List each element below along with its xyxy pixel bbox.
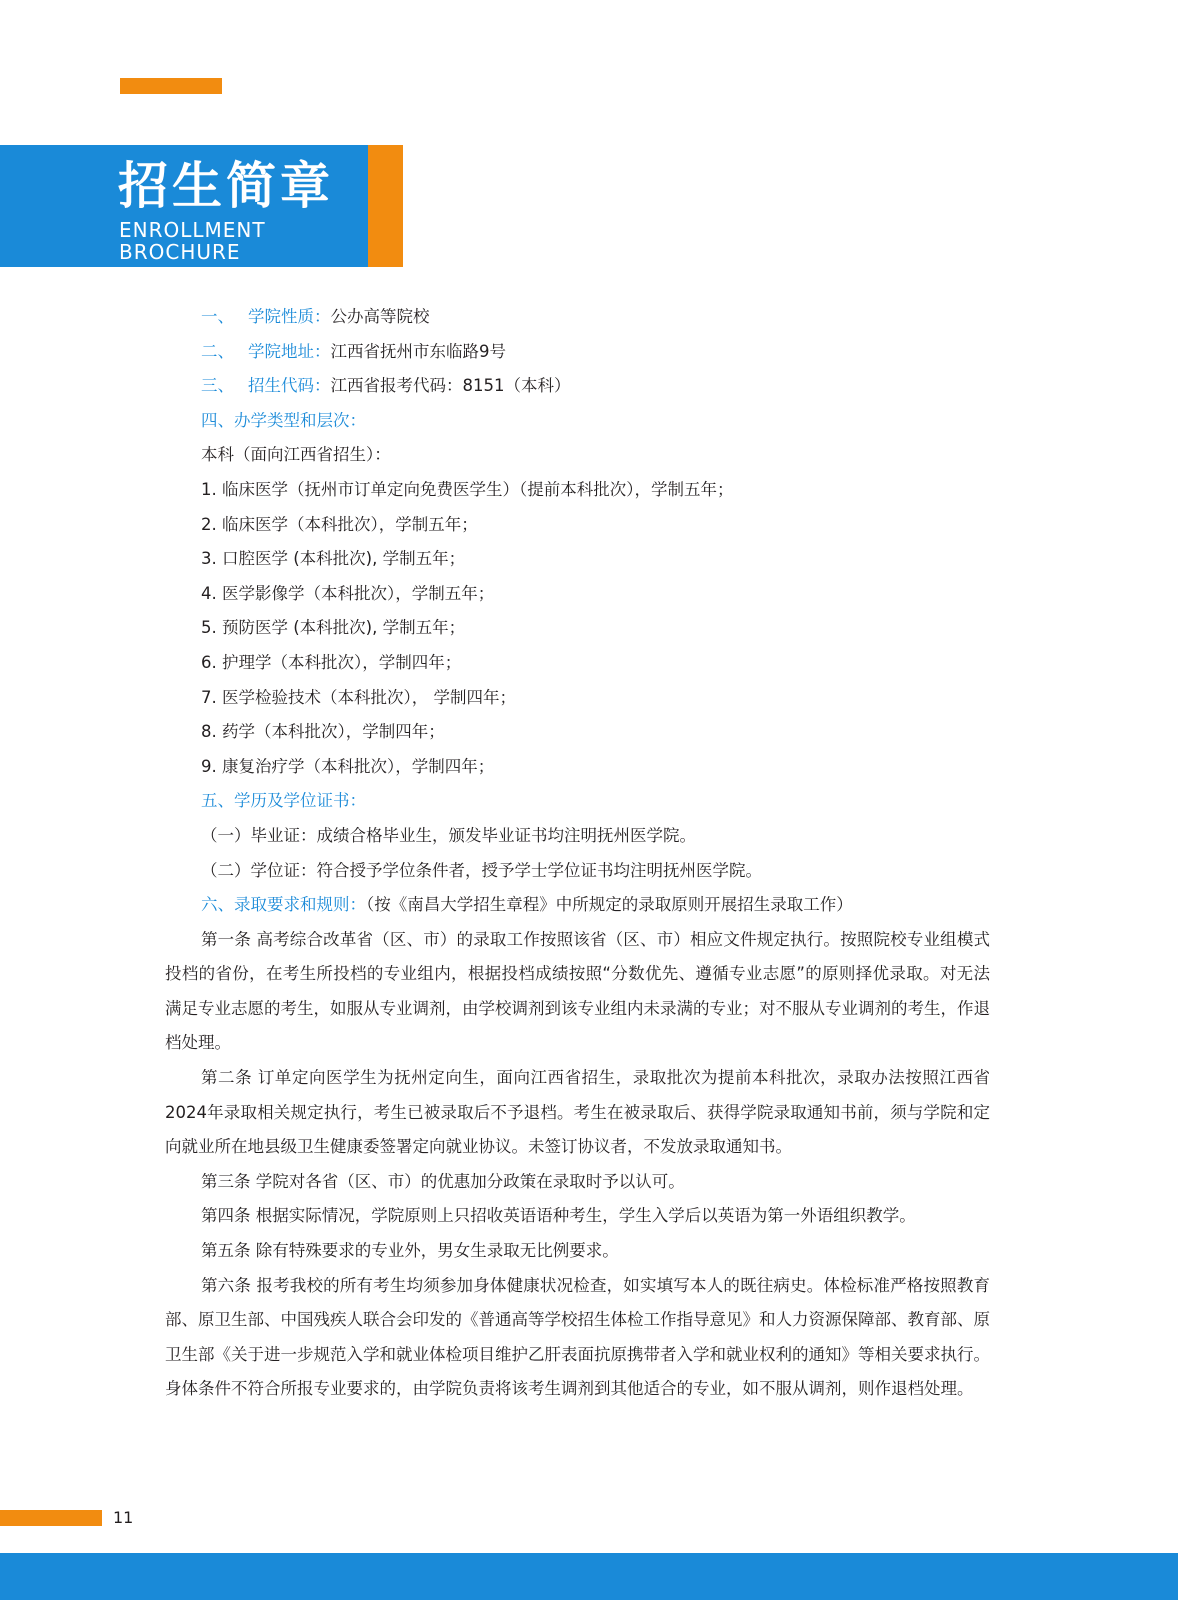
section-2-label: 学院地址： xyxy=(248,341,331,361)
section-3-number: 三、 xyxy=(201,376,234,396)
section-1-number: 一、 xyxy=(201,307,234,326)
section-2-number: 二、 xyxy=(201,341,234,361)
admission-article: 第六条 报考我校的所有考生均须参加身体健康状况检查，如实填写本人的既往病史。体检标准严格按照教育部、原卫生部、中国残疾人联合会印发的《普通高等学校招生体检工作指导意见》和人力资源保障部、教育部、原卫生部《关于进一步规范入学和就业体检项目维护乙肝表面抗原携带者入学和就业权利的通知》等相关要求执行。身体条件不符合所报专业要求的，由学院负责将该考生调剂到其他适合的专业，如不服从调剂，则作退档处理。 xyxy=(165,1275,990,1399)
admission-article: 第五条 除有特殊要求的专业外，男女生录取无比例要求。 xyxy=(201,1241,619,1261)
section-5-heading: 五、学历及学位证书： xyxy=(201,791,366,811)
program-item: 7. 医学检验技术（本科批次）， 学制四年； xyxy=(201,687,516,707)
section-6-note: （按《南昌大学招生章程》中所规定的录取原则开展招生录取工作） xyxy=(366,895,853,915)
section-6-heading xyxy=(165,888,990,923)
page-number: 11 xyxy=(113,1508,134,1527)
program-item: 2. 临床医学（本科批次），学制五年； xyxy=(201,514,478,534)
subtitle-line-1: ENROLLMENT xyxy=(119,218,266,242)
section-1 xyxy=(165,300,990,335)
program-item: 4. 医学影像学（本科批次），学制五年； xyxy=(201,583,495,603)
top-accent-bar xyxy=(120,78,222,94)
admission-article: 第二条 订单定向医学生为抚州定向生，面向江西省招生，录取批次为提前本科批次，录取办法按照江西省2024年录取相关规定执行，考生已被录取后不予退档。考生在被录取后、获得学院录取通知书前，须与学院和定向就业所在地县级卫生健康委签署定向就业协议。未签订协议者，不发放录取通知书。 xyxy=(165,1068,990,1157)
admission-article: 第三条 学院对各省（区、市）的优惠加分政策在录取时予以认可。 xyxy=(201,1171,685,1191)
section-2 xyxy=(165,335,990,370)
bottom-band xyxy=(0,1553,1178,1600)
certificate-item: （二）学位证：符合授予学位条件者，授予学士学位证书均注明抚州医学院。 xyxy=(201,860,762,880)
program-item: 6. 护理学（本科批次），学制四年； xyxy=(201,652,462,672)
admission-article: 第四条 根据实际情况，学院原则上只招收英语语种考生，学生入学后以英语为第一外语组织教学。 xyxy=(201,1206,916,1226)
program-item: 5. 预防医学 (本科批次), 学制五年； xyxy=(201,618,466,638)
program-item: 8. 药学（本科批次），学制四年； xyxy=(201,722,445,742)
program-item: 9. 康复治疗学（本科批次），学制四年； xyxy=(201,756,495,776)
subtitle-line-2: BROCHURE xyxy=(119,240,241,264)
section-3-value: 江西省报考代码：8151（本科） xyxy=(330,376,571,396)
section-3 xyxy=(165,369,990,404)
program-item: 3. 口腔医学 (本科批次), 学制五年； xyxy=(201,549,466,569)
section-2-value: 江西省抚州市东临路9号 xyxy=(330,341,506,361)
section-4-heading: 四、办学类型和层次： xyxy=(201,410,366,430)
section-6-title: 六、录取要求和规则： xyxy=(201,895,366,915)
section-1-value: 公办高等院校 xyxy=(330,307,430,326)
page-title: 招生简章 xyxy=(118,157,334,215)
page-subtitle xyxy=(119,219,266,263)
section-1-label: 学院性质： xyxy=(248,307,331,326)
program-item: 1. 临床医学（抚州市订单定向免费医学生）（提前本科批次），学制五年； xyxy=(201,479,734,499)
brochure-content xyxy=(165,300,990,1407)
footer-accent-bar xyxy=(0,1510,102,1526)
section-4-subheading: 本科（面向江西省招生）： xyxy=(201,445,391,465)
certificate-item: （一）毕业证：成绩合格毕业生，颁发毕业证书均注明抚州医学院。 xyxy=(201,825,696,845)
admission-article: 第一条 高考综合改革省（区、市）的录取工作按照该省（区、市）相应文件规定执行。按照院校专业组模式投档的省份，在考生所投档的专业组内，根据投档成绩按照“分数优先、遵循专业志愿”的原则择优录取。对无法满足专业志愿的考生，如服从专业调剂，由学校调剂到该专业组内未录满的专业；对不服从专业调剂的考生，作退档处理。 xyxy=(165,929,990,1053)
section-3-label: 招生代码： xyxy=(248,376,331,396)
header-orange-block xyxy=(368,145,403,267)
